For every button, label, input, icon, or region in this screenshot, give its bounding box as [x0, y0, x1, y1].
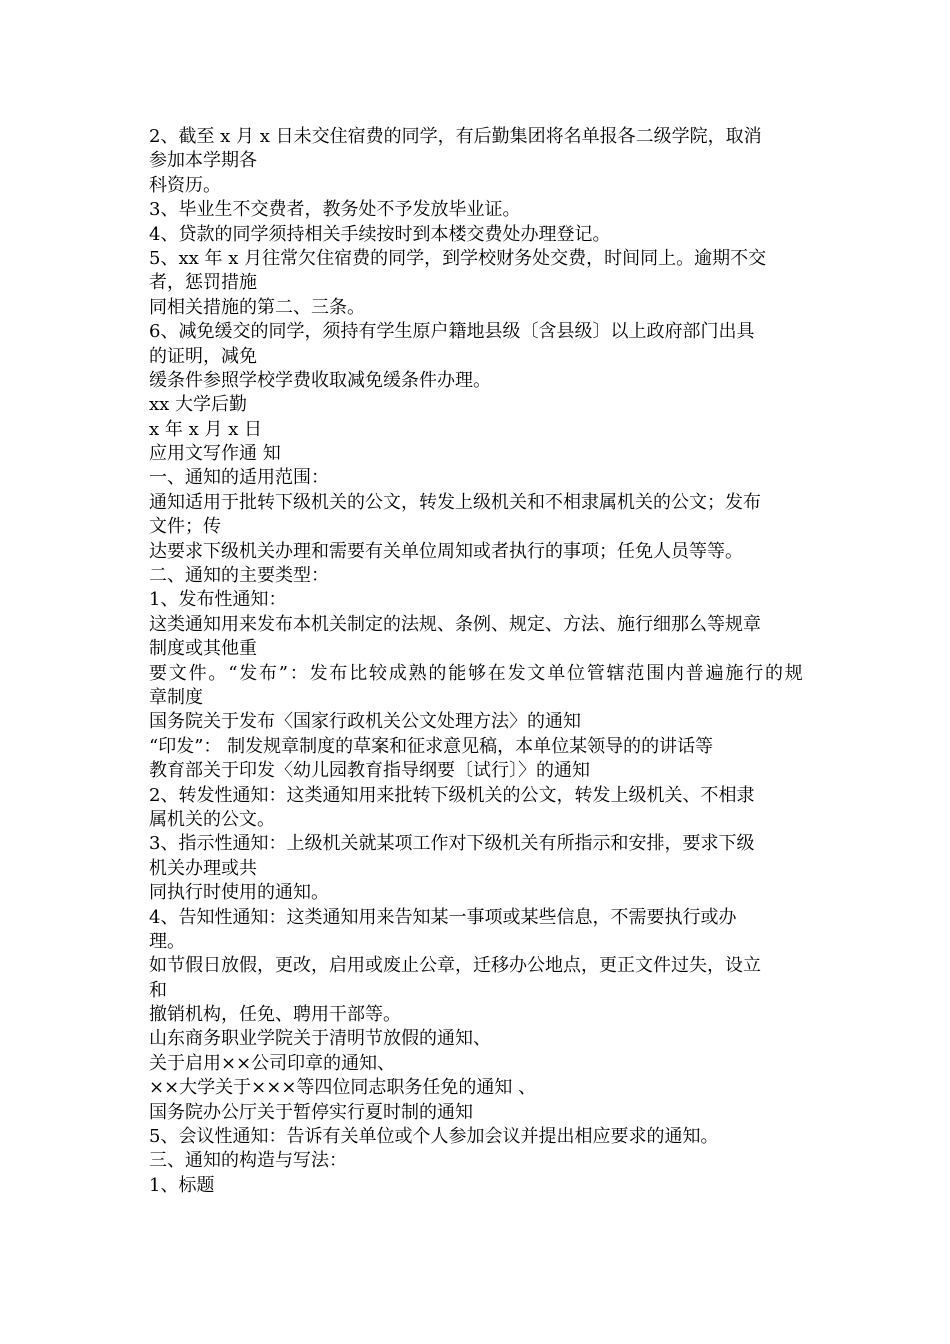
text-line: 6、减免缓交的同学，须持有学生原户籍地县级〔含县级〕以上政府部门出具 [149, 321, 755, 343]
signature-date: x 年 x 月 x 日 [149, 418, 263, 440]
text-line: 文件；传 [149, 516, 221, 538]
text-line: 章制度 [149, 686, 203, 708]
text-line: 达要求下级机关办理和需要有关单位周知或者执行的事项；任免人员等等。 [149, 540, 743, 562]
sub-heading: 4、告知性通知：这类通知用来告知某一事项或某些信息，不需要执行或办 [149, 906, 737, 928]
text-line: 的证明，减免 [149, 345, 257, 367]
text-line: 2、截至 x 月 x 日未交住宿费的同学，有后勤集团将名单报各二级学院，取消 [149, 126, 762, 147]
text-line: 科资历。 [149, 174, 221, 196]
text-line: 撤销机构，任免、聘用干部等。 [149, 1004, 401, 1026]
text-line: 4、贷款的同学须持相关手续按时到本楼交费处办理登记。 [149, 223, 611, 245]
text-line: 通知适用于批转下级机关的公文，转发上级机关和不相隶属机关的公文；发布 [149, 491, 761, 513]
text-line: 理。 [149, 930, 185, 952]
text-line: 制度或其他重 [149, 638, 257, 660]
signature-org: xx 大学后勤 [149, 394, 248, 416]
section-heading: 三、通知的构造与写法： [149, 1150, 347, 1172]
section-heading: 一、通知的适用范围： [149, 467, 329, 489]
text-line: 同相关措施的第二、三条。 [149, 296, 365, 318]
example-line: 国务院关于发布〈国家行政机关公文处理方法〉的通知 [149, 711, 581, 733]
text-line: 这类通知用来发布本机关制定的法规、条例、规定、方法、施行细那么等规章 [149, 613, 761, 635]
text-line: 5、xx 年 x 月往常欠住宿费的同学，到学校财务处交费，时间同上。逾期不交 [149, 247, 767, 269]
example-line: 教育部关于印发〈幼儿园教育指导纲要〔试行〕〉的通知 [149, 760, 590, 782]
text-line: 属机关的公文。 [149, 808, 275, 830]
sub-heading: 5、会议性通知：告诉有关单位或个人参加会议并提出相应要求的通知。 [149, 1126, 719, 1148]
text-line: 缓条件参照学校学费收取减免缓条件办理。 [149, 369, 491, 391]
text-line: 如节假日放假，更改，启用或废止公章，迁移办公地点，更正文件过失，设立 [149, 955, 761, 977]
sub-heading: 1、标题 [149, 1174, 215, 1196]
sub-heading: 2、转发性通知：这类通知用来批转下级机关的公文，转发上级机关、不相隶 [149, 784, 755, 806]
text-line: 和 [149, 979, 167, 1001]
text-line: 同执行时使用的通知。 [149, 882, 329, 904]
text-line: “印发”： 制发规章制度的草案和征求意见稿，本单位某领导的的讲话等 [149, 735, 714, 757]
text-line: 参加本学期各 [149, 150, 257, 172]
text-line: 3、毕业生不交费者，教务处不予发放毕业证。 [149, 199, 521, 221]
sub-heading: 1、发布性通知： [149, 589, 287, 611]
example-line: 国务院办公厅关于暂停实行夏时制的通知 [149, 1101, 473, 1123]
text-line: 机关办理或共 [149, 857, 257, 879]
example-line: 山东商务职业学院关于清明节放假的通知、 [149, 1028, 491, 1050]
example-line: ××大学关于×××等四位同志职务任免的通知 、 [149, 1077, 537, 1099]
text-line: 者，惩罚措施 [149, 272, 257, 294]
example-line: 关于启用××公司印章的通知、 [149, 1052, 396, 1074]
text-line: 要文件。“发布”：发布比较成熟的能够在发文单位管辖范围内普遍施行的规 [149, 662, 805, 684]
section-heading: 二、通知的主要类型： [149, 565, 329, 587]
sub-heading: 3、指示性通知：上级机关就某项工作对下级机关有所指示和安排，要求下级 [149, 833, 755, 855]
section-title: 应用文写作通 知 [149, 443, 281, 465]
document-body [149, 125, 809, 1198]
